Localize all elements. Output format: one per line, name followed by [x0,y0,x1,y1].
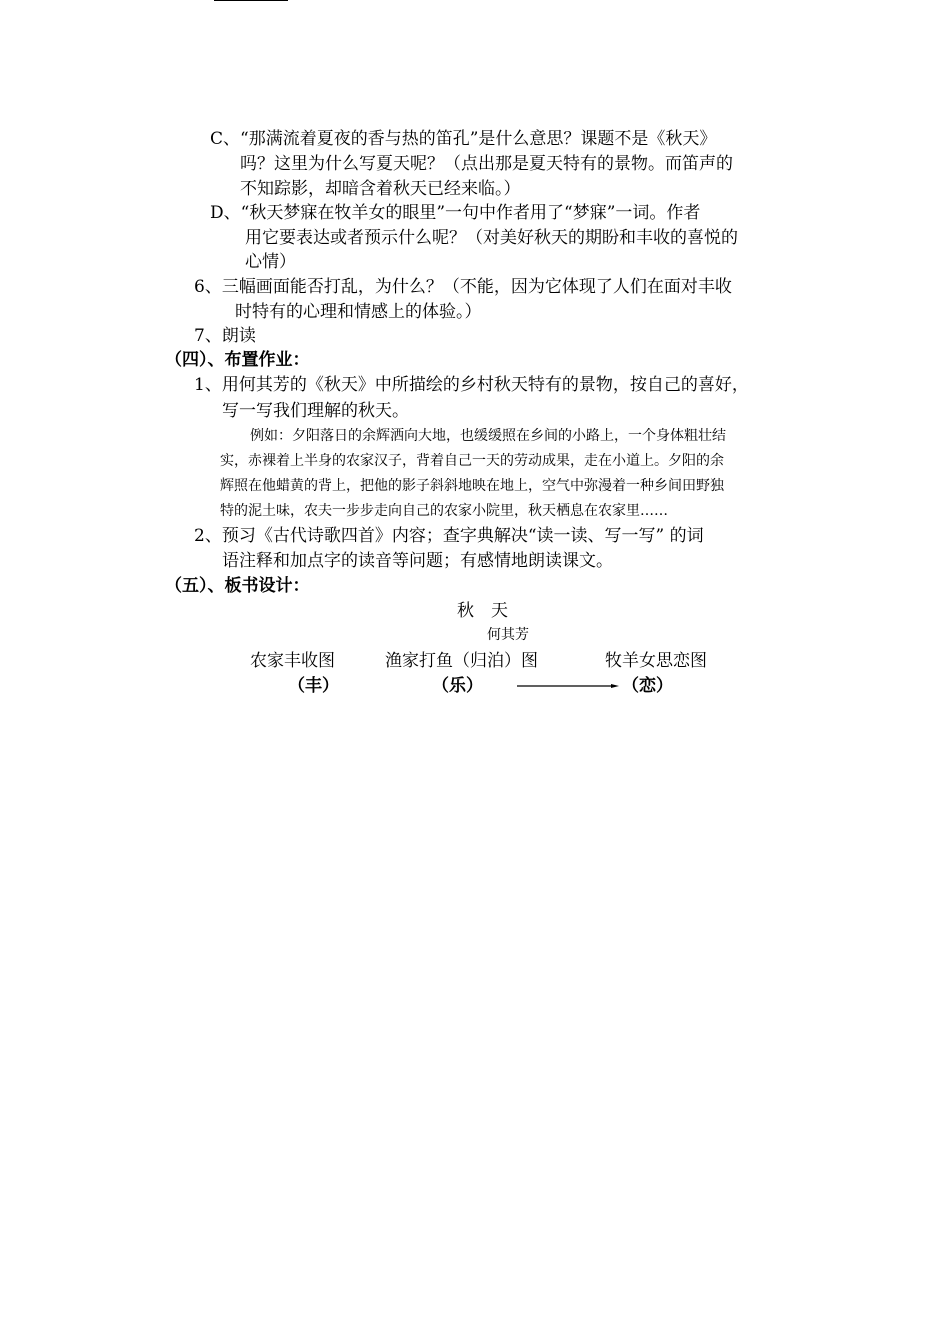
board-tag-harvest: （丰） [288,676,339,696]
board-arrow-icon [517,684,619,688]
item-d-line-2: 用它要表达或者预示什么呢？（对美好秋天的期盼和丰收的喜悦的 [245,228,738,248]
section-four-heading: （四）、布置作业： [165,350,310,370]
step-6-line-1: 6、三幅画面能否打乱，为什么？（不能，因为它体现了人们在面对丰收 [194,277,732,297]
item-d-line-3: 心情） [245,252,296,272]
example-line-1: 例如：夕阳落日的余辉洒向大地，也缓缓照在乡间的小路上，一个身体粗壮结 [250,428,726,444]
section-five-heading: （五）、板书设计： [165,576,310,596]
board-item-shepherdess: 牧羊女思恋图 [605,651,707,671]
board-item-harvest: 农家丰收图 [250,651,335,671]
homework-1-line-2: 写一写我们理解的秋天。 [222,401,409,421]
board-author: 何其芳 [487,627,529,643]
header-rule [214,0,288,1]
example-line-4: 特的泥土味，农夫一步步走向自己的农家小院里，秋天栖息在农家里…… [220,503,668,519]
step-7: 7、朗读 [194,326,256,346]
homework-2-line-2: 语注释和加点字的读音等问题；有感情地朗读课文。 [222,551,613,571]
homework-2-line-1: 2、预习《古代诗歌四首》内容；查字典解决“读一读、写一写” 的词 [194,526,704,546]
example-line-2: 实，赤裸着上半身的农家汉子，背着自己一天的劳动成果，走在小道上。夕阳的余 [220,453,724,469]
example-line-3: 辉照在他蜡黄的背上，把他的影子斜斜地映在地上，空气中弥漫着一种乡间田野独 [220,478,724,494]
board-tag-fishing: （乐） [432,676,483,696]
homework-1-line-1: 1、用何其芳的《秋天》中所描绘的乡村秋天特有的景物，按自己的喜好， [194,375,749,395]
step-6-line-2: 时特有的心理和情感上的体验。） [235,302,482,322]
item-c-line-1: C、“那满流着夏夜的香与热的笛孔”是什么意思？课题不是《秋天》 [210,129,717,149]
item-d-line-1: D、“秋天梦寐在牧羊女的眼里”一句中作者用了“梦寐”一词。作者 [210,203,701,223]
board-title: 秋 天 [457,601,508,621]
item-c-line-3: 不知踪影，却暗含着秋天已经来临。） [240,179,521,199]
board-tag-shepherdess: （恋） [622,676,673,696]
board-item-fishing: 渔家打鱼（归泊）图 [385,651,538,671]
item-c-line-2: 吗？这里为什么写夏天呢？（点出那是夏天特有的景物。而笛声的 [240,154,733,174]
